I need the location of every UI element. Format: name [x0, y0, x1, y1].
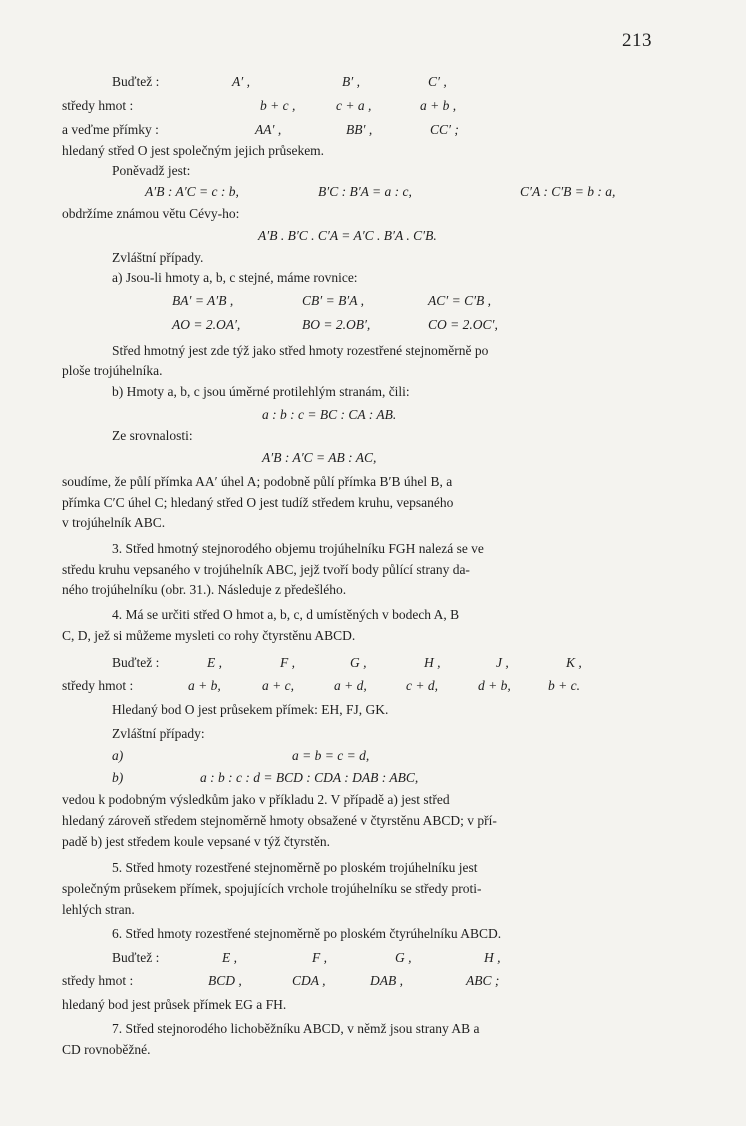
cell: b + c ,: [260, 98, 296, 113]
heading-special-cases: Zvláštní případy.: [112, 250, 204, 265]
text-line: obdržíme známou větu Cévy-ho:: [62, 206, 240, 221]
ratio-eq: A′B : A′C = c : b,: [145, 184, 239, 199]
cell: F ,: [312, 950, 327, 965]
case-label: a): [112, 748, 124, 763]
ratio-eq: B′C : B′A = a : c,: [318, 184, 412, 199]
text-line: Hledaný bod O jest průsekem přímek: EH, FJ, GK.: [112, 702, 389, 717]
page-number: 213: [622, 30, 652, 51]
label-budtez: Buďtež :: [112, 950, 160, 965]
cell: CDA ,: [292, 973, 326, 988]
text-line: 5. Střed hmoty rozestřené stejnoměrně po ploském trojúhelníku jest: [112, 860, 478, 875]
label-budtez: Buďtež :: [112, 655, 160, 670]
cell: E ,: [222, 950, 237, 965]
equation: A′B : A′C = AB : AC,: [262, 450, 377, 465]
text-line: 6. Střed hmoty rozestřené stejnoměrně po ploském čtyrúhelníku ABCD.: [112, 926, 502, 941]
label-stredy-hmot: středy hmot :: [62, 973, 134, 988]
cell: C′ ,: [428, 74, 447, 89]
text-line: hledaný střed O jest společným jejich průsekem.: [62, 143, 325, 158]
text-line: 4. Má se určiti střed O hmot a, b, c, d umístěných v bodech A, B: [112, 607, 460, 622]
text-line: padě b) jest středem koule vepsané v týž čtyrstěn.: [62, 834, 331, 849]
cell: DAB ,: [370, 973, 403, 988]
cell: a + c,: [262, 678, 294, 693]
equation: BA′ = A′B ,: [172, 293, 234, 308]
cell: H ,: [484, 950, 501, 965]
text-line: středu kruhu vepsaného v trojúhelník ABC, jejž tvoří body půlící strany da-: [62, 562, 470, 577]
text-line: Poněvadž jest:: [112, 163, 191, 178]
equation: a : b : c = BC : CA : AB.: [262, 407, 397, 422]
cell: BCD ,: [208, 973, 242, 988]
label-stredy-hmot: středy hmot :: [62, 98, 134, 113]
heading-special-cases: Zvláštní případy:: [112, 726, 205, 741]
text-line: 7. Střed stejnorodého lichoběžníku ABCD, v němž jsou strany AB a: [112, 1021, 480, 1036]
text-line: společným průsekem přímek, spojujících vrchole trojúhelníku se středy proti-: [62, 881, 482, 896]
text-line: b) Hmoty a, b, c jsou úměrné protilehlým stranám, čili:: [112, 384, 410, 399]
text-line: hledaný zároveň středem stejnoměrně hmoty obsažené v čtyrstěnu ABCD; v pří-: [62, 813, 497, 828]
cell: CC′ ;: [430, 122, 459, 137]
cell: A′ ,: [232, 74, 250, 89]
cell: a + b,: [188, 678, 221, 693]
text-line: vedou k podobným výsledkům jako v příkladu 2. V případě a) jest střed: [62, 792, 450, 807]
cell: H ,: [424, 655, 441, 670]
text-line: CD rovnoběžné.: [62, 1042, 151, 1057]
equation: CB′ = B′A ,: [302, 293, 365, 308]
cell: G ,: [395, 950, 412, 965]
cell: K ,: [566, 655, 582, 670]
cell: B′ ,: [342, 74, 360, 89]
label-budtez: Buďtež :: [112, 74, 160, 89]
cell: G ,: [350, 655, 367, 670]
ratio-eq: C′A : C′B = b : a,: [520, 184, 616, 199]
text-line: a) Jsou-li hmoty a, b, c stejné, máme rovnice:: [112, 270, 358, 285]
text-line: Střed hmotný jest zde týž jako střed hmoty rozestřené stejnoměrně po: [112, 343, 489, 358]
text-line: 3. Střed hmotný stejnorodého objemu trojúhelníku FGH nalezá se ve: [112, 541, 484, 556]
text-line: soudíme, že půlí přímka AA′ úhel A; podobně půlí přímka B′B úhel B, a: [62, 474, 453, 489]
cell: b + c.: [548, 678, 580, 693]
equation: a = b = c = d,: [292, 748, 370, 763]
label-stredy-hmot: středy hmot :: [62, 678, 134, 693]
cell: d + b,: [478, 678, 511, 693]
cell: J ,: [496, 655, 509, 670]
cell: a + b ,: [420, 98, 457, 113]
equation: AO = 2.OA′,: [172, 317, 241, 332]
text-line: hledaný bod jest průsek přímek EG a FH.: [62, 997, 287, 1012]
text-line: v trojúhelník ABC.: [62, 515, 166, 530]
text-line: ploše trojúhelníka.: [62, 363, 163, 378]
cell: c + a ,: [336, 98, 372, 113]
text-line: ného trojúhelníku (obr. 31.). Následuje z předešlého.: [62, 582, 347, 597]
label-vedme-primky: a veďme přímky :: [62, 122, 159, 137]
equation: a : b : c : d = BCD : CDA : DAB : ABC,: [200, 770, 419, 785]
text-line: přímka C′C úhel C; hledaný střed O jest tudíž středem kruhu, vepsaného: [62, 495, 454, 510]
cell: F ,: [280, 655, 295, 670]
ceva-theorem: A′B . B′C . C′A = A′C . B′A . C′B.: [258, 228, 437, 243]
text-line: lehlých stran.: [62, 902, 135, 917]
cell: a + d,: [334, 678, 367, 693]
text-line: Ze srovnalosti:: [112, 428, 193, 443]
table1-row1: [112, 74, 159, 90]
cell: ABC ;: [466, 973, 500, 988]
cell: AA′ ,: [255, 122, 282, 137]
cell: E ,: [207, 655, 222, 670]
equation: AC′ = C′B ,: [428, 293, 492, 308]
cell: BB′ ,: [346, 122, 373, 137]
equation: CO = 2.OC′,: [428, 317, 498, 332]
cell: c + d,: [406, 678, 438, 693]
text-line: C, D, jež si můžeme mysleti co rohy čtyrstěnu ABCD.: [62, 628, 356, 643]
equation: BO = 2.OB′,: [302, 317, 371, 332]
case-label: b): [112, 770, 124, 785]
